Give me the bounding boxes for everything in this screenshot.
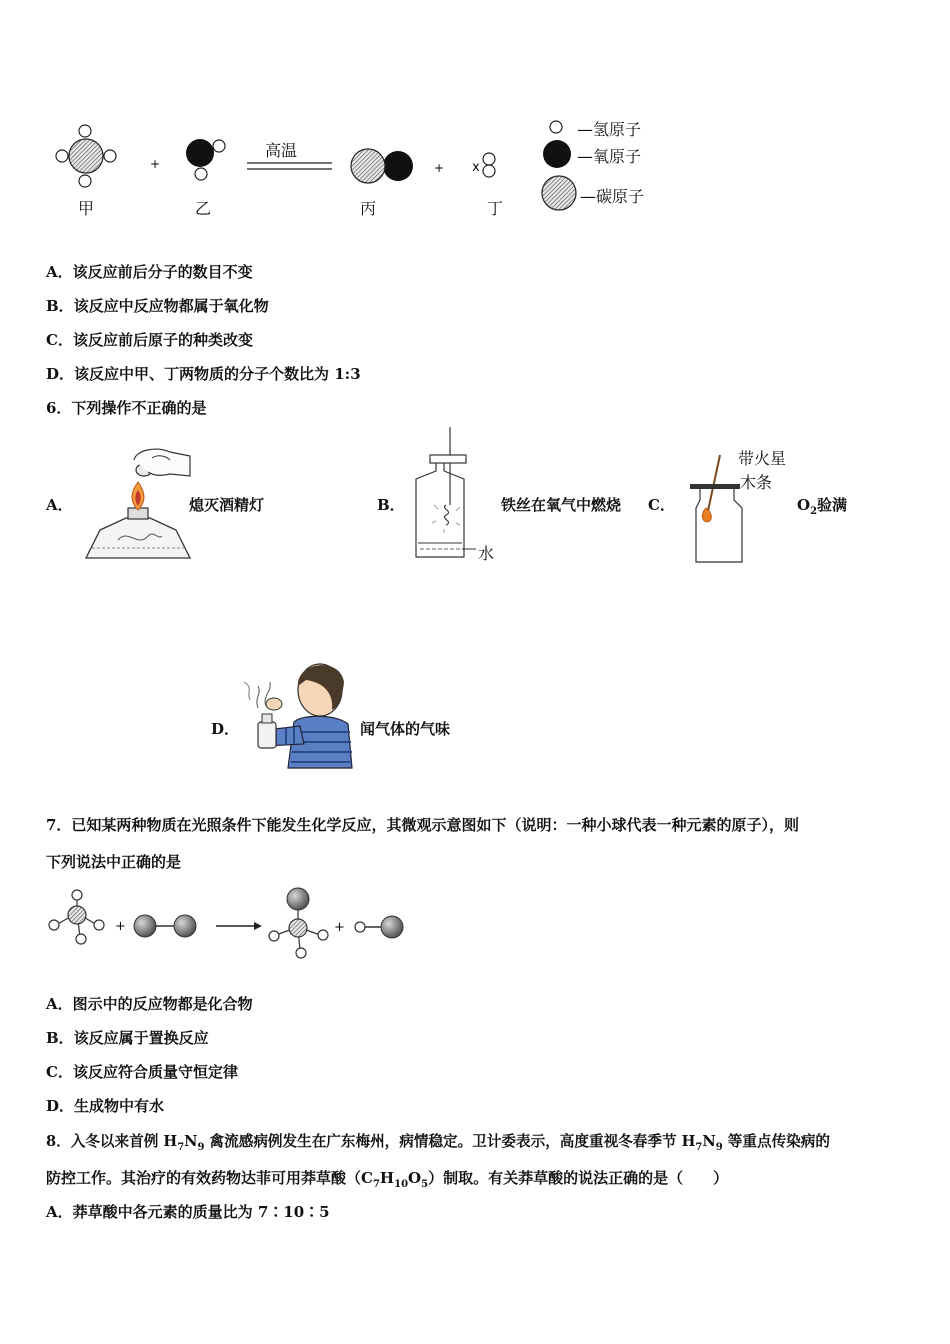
reaction-molecules (0, 0, 950, 230)
q8-option-a: A．莽草酸中各元素的质量比为 7∶10∶5 (46, 1203, 330, 1221)
reaction-condition: 高温 (265, 141, 298, 160)
q7-stem-line1: 7．已知某两种物质在光照条件下能发生化学反应，其微观示意图如下（说明：一种小球代表一种元素的原子），则 (46, 816, 799, 834)
plus-sign-3: + (115, 919, 126, 934)
molecule-bing (351, 149, 413, 183)
q7-stem-line2: 下列说法中正确的是 (46, 853, 182, 871)
q6-stem: 6．下列操作不正确的是 (46, 399, 207, 417)
molecule-yi (186, 139, 225, 180)
smelling-gas-figure (236, 652, 356, 772)
reactant-diatomic (134, 915, 196, 937)
alcohol-lamp-figure (78, 432, 198, 572)
legend-carbon: —碳原子 (580, 187, 645, 206)
coefficient-x: x (472, 160, 480, 175)
label-yi: 乙 (195, 199, 212, 218)
q8-stem-line1: 8．入冬以来首例 $H_7N_9$ 禽流感病例发生在广东梅州，病情稳定。卫计委表示，高度重视冬春季节 $H_7N_9$ 等重点传染病的 (46, 1133, 830, 1153)
q6-option-a-letter: A． (46, 496, 73, 514)
legend-carbon-ball (542, 176, 576, 210)
q6-option-a-text: 熄灭酒精灯 (189, 496, 265, 514)
q6-option-b-letter: B． (377, 496, 405, 514)
label-jia: 甲 (78, 199, 95, 218)
label-bing: 丙 (360, 199, 377, 218)
q5-option-b: B．该反应中反应物都属于氧化物 (46, 297, 269, 315)
q6-option-d-text: 闻气体的气味 (360, 720, 451, 738)
legend-hydrogen-ball (550, 121, 562, 133)
plus-sign-2: + (434, 161, 445, 175)
reactant-methane (49, 890, 104, 944)
q6-option-c-text: $O_2$验满 (797, 496, 848, 517)
q5-option-c: C．该反应前后原子的种类改变 (46, 331, 253, 349)
q6-option-b-text: 铁丝在氧气中燃烧 (501, 496, 622, 514)
molecule-jia (56, 125, 116, 187)
q7-option-b: B．该反应属于置换反应 (46, 1029, 209, 1047)
plus-sign-4: + (334, 920, 345, 935)
plus-sign: + (150, 157, 161, 171)
legend-oxygen-ball (543, 140, 571, 168)
product-chloromethane (269, 888, 328, 958)
q7-option-d: D．生成物中有水 (46, 1097, 165, 1115)
legend-hydrogen: —氢原子 (577, 120, 642, 139)
splint-label-line2: 木条 (740, 473, 773, 492)
q7-option-c: C．该反应符合质量守恒定律 (46, 1063, 238, 1081)
label-ding: 丁 (487, 199, 504, 218)
q6-option-c-letter: C． (648, 496, 675, 514)
splint-label-line1: 带火星 (738, 449, 787, 468)
reaction-diagram-2 (40, 885, 460, 965)
q5-option-d: D．该反应中甲、丁两物质的分子个数比为 1:3 (46, 365, 361, 383)
legend-oxygen: —氧原子 (577, 147, 642, 166)
q6-option-d-letter: D． (211, 720, 240, 738)
product-hcl (355, 916, 403, 938)
q8-stem-line2: 防控工作。其治疗的有效药物达菲可用莽草酸$(C_7H_{10}O_5)$制取。有关莽草酸的说法正确的是（ ） (46, 1169, 729, 1190)
molecule-ding (483, 153, 495, 177)
q5-option-a: A．该反应前后分子的数目不变 (46, 263, 253, 281)
q7-option-a: A．图示中的反应物都是化合物 (46, 995, 253, 1013)
water-label: 水 (478, 544, 495, 563)
